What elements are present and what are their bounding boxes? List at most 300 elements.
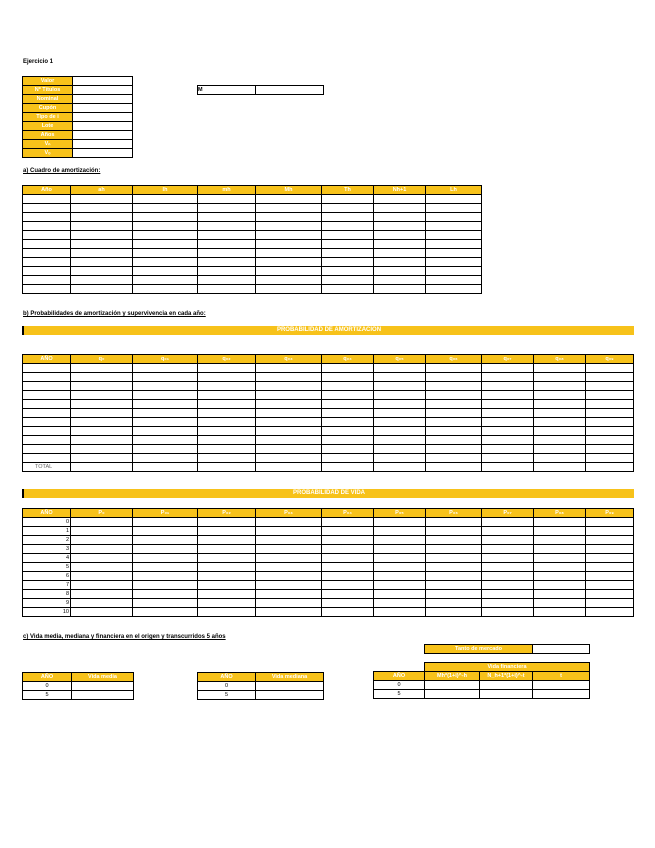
table-cell[interactable] xyxy=(425,690,480,699)
table-cell[interactable] xyxy=(374,427,426,436)
table-cell[interactable] xyxy=(426,409,482,418)
table-cell[interactable] xyxy=(71,608,133,617)
table-cell[interactable] xyxy=(374,382,426,391)
table-cell[interactable] xyxy=(71,240,133,249)
table-cell[interactable] xyxy=(586,545,634,554)
table-cell[interactable] xyxy=(586,409,634,418)
table-cell[interactable] xyxy=(198,581,256,590)
table-cell[interactable] xyxy=(534,418,586,427)
table-cell[interactable] xyxy=(426,554,482,563)
table-cell[interactable] xyxy=(586,527,634,536)
table-cell[interactable] xyxy=(198,554,256,563)
table-cell[interactable] xyxy=(71,213,133,222)
table-cell[interactable] xyxy=(198,240,256,249)
table-cell[interactable] xyxy=(482,563,534,572)
table-cell[interactable] xyxy=(534,382,586,391)
table-cell[interactable] xyxy=(322,258,374,267)
table-cell[interactable] xyxy=(133,204,198,213)
table-cell[interactable] xyxy=(322,409,374,418)
table-cell[interactable] xyxy=(133,249,198,258)
table-cell[interactable] xyxy=(322,249,374,258)
table-cell[interactable] xyxy=(133,285,198,294)
table-cell[interactable] xyxy=(482,545,534,554)
table-cell[interactable] xyxy=(23,364,71,373)
table-cell[interactable] xyxy=(71,391,133,400)
table-cell[interactable] xyxy=(71,599,133,608)
table-cell[interactable] xyxy=(374,249,426,258)
table-cell[interactable] xyxy=(586,463,634,472)
table-cell[interactable] xyxy=(23,409,71,418)
table-cell[interactable] xyxy=(480,690,533,699)
table-cell[interactable] xyxy=(198,400,256,409)
table-cell[interactable] xyxy=(198,527,256,536)
table-cell[interactable] xyxy=(322,267,374,276)
table-cell[interactable] xyxy=(322,581,374,590)
table-cell[interactable] xyxy=(256,436,322,445)
table-cell[interactable] xyxy=(71,364,133,373)
table-cell[interactable] xyxy=(374,581,426,590)
table-cell[interactable] xyxy=(374,599,426,608)
table-cell[interactable] xyxy=(534,590,586,599)
table-cell[interactable] xyxy=(133,400,198,409)
table-cell[interactable] xyxy=(534,400,586,409)
table-cell[interactable] xyxy=(133,231,198,240)
table-cell[interactable] xyxy=(133,409,198,418)
table-cell[interactable] xyxy=(133,454,198,463)
table-cell[interactable] xyxy=(482,418,534,427)
table-cell[interactable] xyxy=(534,554,586,563)
table-cell[interactable] xyxy=(256,518,322,527)
table-cell[interactable] xyxy=(322,545,374,554)
tanto-value-cell[interactable] xyxy=(533,645,590,654)
table-cell[interactable] xyxy=(426,204,482,213)
table-cell[interactable] xyxy=(586,536,634,545)
table-cell[interactable] xyxy=(374,231,426,240)
table-cell[interactable] xyxy=(322,590,374,599)
table-cell[interactable] xyxy=(322,391,374,400)
table-cell[interactable] xyxy=(71,267,133,276)
table-cell[interactable] xyxy=(374,554,426,563)
table-cell[interactable] xyxy=(23,267,71,276)
table-cell[interactable] xyxy=(374,527,426,536)
table-cell[interactable] xyxy=(374,373,426,382)
table-cell[interactable] xyxy=(71,373,133,382)
table-cell[interactable] xyxy=(71,563,133,572)
table-cell[interactable] xyxy=(256,249,322,258)
table-cell[interactable] xyxy=(133,563,198,572)
table-cell[interactable] xyxy=(256,391,322,400)
table-cell[interactable] xyxy=(71,436,133,445)
table-cell[interactable] xyxy=(256,691,324,700)
table-cell[interactable] xyxy=(426,231,482,240)
table-cell[interactable] xyxy=(71,581,133,590)
table-cell[interactable] xyxy=(322,527,374,536)
table-cell[interactable] xyxy=(256,204,322,213)
table-cell[interactable] xyxy=(198,213,256,222)
table-cell[interactable] xyxy=(374,436,426,445)
table-cell[interactable] xyxy=(426,240,482,249)
table-cell[interactable] xyxy=(133,391,198,400)
table-cell[interactable] xyxy=(586,563,634,572)
table-cell[interactable] xyxy=(71,276,133,285)
table-cell[interactable] xyxy=(322,454,374,463)
table-cell[interactable] xyxy=(322,195,374,204)
table-cell[interactable] xyxy=(374,195,426,204)
table-cell[interactable] xyxy=(198,427,256,436)
table-cell[interactable] xyxy=(374,418,426,427)
table-cell[interactable] xyxy=(322,418,374,427)
table-cell[interactable] xyxy=(374,463,426,472)
table-cell[interactable] xyxy=(133,213,198,222)
table-cell[interactable] xyxy=(256,276,322,285)
table-cell[interactable] xyxy=(322,213,374,222)
table-cell[interactable] xyxy=(71,445,133,454)
table-cell[interactable] xyxy=(256,427,322,436)
table-cell[interactable] xyxy=(23,204,71,213)
table-cell[interactable] xyxy=(322,231,374,240)
table-cell[interactable] xyxy=(256,581,322,590)
table-cell[interactable] xyxy=(198,536,256,545)
table-cell[interactable] xyxy=(198,364,256,373)
table-cell[interactable] xyxy=(133,222,198,231)
table-cell[interactable] xyxy=(256,418,322,427)
table-cell[interactable] xyxy=(256,240,322,249)
table-cell[interactable] xyxy=(426,249,482,258)
table-cell[interactable] xyxy=(133,258,198,267)
table-cell[interactable] xyxy=(426,364,482,373)
table-cell[interactable] xyxy=(133,536,198,545)
table-cell[interactable] xyxy=(71,400,133,409)
table-cell[interactable] xyxy=(71,463,133,472)
table-cell[interactable] xyxy=(426,518,482,527)
table-cell[interactable] xyxy=(133,445,198,454)
table-cell[interactable] xyxy=(534,536,586,545)
table-cell[interactable] xyxy=(426,536,482,545)
table-cell[interactable] xyxy=(426,258,482,267)
table-cell[interactable] xyxy=(256,563,322,572)
table-cell[interactable] xyxy=(374,563,426,572)
table-cell[interactable] xyxy=(71,382,133,391)
table-cell[interactable] xyxy=(482,572,534,581)
table-cell[interactable] xyxy=(534,463,586,472)
table-cell[interactable] xyxy=(133,581,198,590)
table-cell[interactable] xyxy=(322,427,374,436)
table-cell[interactable] xyxy=(23,427,71,436)
table-cell[interactable] xyxy=(374,222,426,231)
table-cell[interactable] xyxy=(482,409,534,418)
table-cell[interactable] xyxy=(482,436,534,445)
table-cell[interactable] xyxy=(133,572,198,581)
table-cell[interactable] xyxy=(374,285,426,294)
table-cell[interactable] xyxy=(23,222,71,231)
table-cell[interactable] xyxy=(133,590,198,599)
table-cell[interactable] xyxy=(133,554,198,563)
table-cell[interactable] xyxy=(71,554,133,563)
param-value-cell[interactable] xyxy=(73,95,133,104)
table-cell[interactable] xyxy=(586,373,634,382)
table-cell[interactable] xyxy=(23,213,71,222)
table-cell[interactable] xyxy=(23,276,71,285)
table-cell[interactable] xyxy=(133,382,198,391)
table-cell[interactable] xyxy=(71,427,133,436)
table-cell[interactable] xyxy=(256,545,322,554)
table-cell[interactable] xyxy=(198,599,256,608)
table-cell[interactable] xyxy=(482,554,534,563)
table-cell[interactable] xyxy=(198,436,256,445)
table-cell[interactable] xyxy=(256,400,322,409)
table-cell[interactable] xyxy=(23,258,71,267)
table-cell[interactable] xyxy=(426,373,482,382)
table-cell[interactable] xyxy=(133,195,198,204)
table-cell[interactable] xyxy=(482,518,534,527)
table-cell[interactable] xyxy=(23,231,71,240)
table-cell[interactable] xyxy=(322,382,374,391)
table-cell[interactable] xyxy=(426,581,482,590)
table-cell[interactable] xyxy=(586,364,634,373)
table-cell[interactable] xyxy=(426,590,482,599)
table-cell[interactable] xyxy=(374,364,426,373)
table-cell[interactable] xyxy=(71,545,133,554)
table-cell[interactable] xyxy=(71,590,133,599)
table-cell[interactable] xyxy=(322,518,374,527)
table-cell[interactable] xyxy=(374,445,426,454)
table-cell[interactable] xyxy=(198,258,256,267)
table-cell[interactable] xyxy=(322,222,374,231)
table-cell[interactable] xyxy=(256,382,322,391)
param-value-cell[interactable] xyxy=(73,104,133,113)
table-cell[interactable] xyxy=(133,373,198,382)
table-cell[interactable] xyxy=(322,599,374,608)
table-cell[interactable] xyxy=(426,463,482,472)
table-cell[interactable] xyxy=(71,527,133,536)
table-cell[interactable] xyxy=(374,608,426,617)
table-cell[interactable] xyxy=(586,599,634,608)
table-cell[interactable] xyxy=(426,436,482,445)
table-cell[interactable] xyxy=(256,554,322,563)
table-cell[interactable] xyxy=(374,258,426,267)
table-cell[interactable] xyxy=(533,690,590,699)
table-cell[interactable] xyxy=(71,231,133,240)
table-cell[interactable] xyxy=(482,536,534,545)
table-cell[interactable] xyxy=(322,373,374,382)
table-cell[interactable] xyxy=(586,427,634,436)
table-cell[interactable] xyxy=(256,527,322,536)
table-cell[interactable] xyxy=(322,463,374,472)
table-cell[interactable] xyxy=(586,590,634,599)
table-cell[interactable] xyxy=(374,518,426,527)
table-cell[interactable] xyxy=(426,454,482,463)
table-cell[interactable] xyxy=(198,518,256,527)
table-cell[interactable] xyxy=(71,285,133,294)
table-cell[interactable] xyxy=(256,608,322,617)
table-cell[interactable] xyxy=(23,445,71,454)
table-cell[interactable] xyxy=(374,572,426,581)
table-cell[interactable] xyxy=(256,572,322,581)
table-cell[interactable] xyxy=(256,463,322,472)
table-cell[interactable] xyxy=(133,518,198,527)
table-cell[interactable] xyxy=(480,681,533,690)
table-cell[interactable] xyxy=(23,391,71,400)
table-cell[interactable] xyxy=(198,373,256,382)
table-cell[interactable] xyxy=(586,581,634,590)
table-cell[interactable] xyxy=(482,373,534,382)
table-cell[interactable] xyxy=(482,364,534,373)
table-cell[interactable] xyxy=(71,409,133,418)
table-cell[interactable] xyxy=(586,391,634,400)
table-cell[interactable] xyxy=(534,518,586,527)
table-cell[interactable] xyxy=(534,409,586,418)
table-cell[interactable] xyxy=(133,427,198,436)
table-cell[interactable] xyxy=(198,382,256,391)
table-cell[interactable] xyxy=(198,590,256,599)
table-cell[interactable] xyxy=(322,400,374,409)
table-cell[interactable] xyxy=(482,463,534,472)
table-cell[interactable] xyxy=(426,572,482,581)
table-cell[interactable] xyxy=(198,608,256,617)
table-cell[interactable] xyxy=(198,445,256,454)
table-cell[interactable] xyxy=(534,572,586,581)
table-cell[interactable] xyxy=(133,418,198,427)
table-cell[interactable] xyxy=(374,240,426,249)
table-cell[interactable] xyxy=(426,527,482,536)
table-cell[interactable] xyxy=(72,691,134,700)
table-cell[interactable] xyxy=(198,222,256,231)
table-cell[interactable] xyxy=(482,427,534,436)
table-cell[interactable] xyxy=(71,258,133,267)
table-cell[interactable] xyxy=(198,231,256,240)
table-cell[interactable] xyxy=(426,222,482,231)
table-cell[interactable] xyxy=(256,195,322,204)
table-cell[interactable] xyxy=(71,249,133,258)
table-cell[interactable] xyxy=(256,258,322,267)
table-cell[interactable] xyxy=(322,285,374,294)
table-cell[interactable] xyxy=(534,436,586,445)
table-cell[interactable] xyxy=(534,391,586,400)
table-cell[interactable] xyxy=(534,445,586,454)
table-cell[interactable] xyxy=(133,463,198,472)
table-cell[interactable] xyxy=(256,409,322,418)
table-cell[interactable] xyxy=(482,382,534,391)
param-value-cell[interactable] xyxy=(73,140,133,149)
table-cell[interactable] xyxy=(374,536,426,545)
table-cell[interactable] xyxy=(256,536,322,545)
table-cell[interactable] xyxy=(534,373,586,382)
table-cell[interactable] xyxy=(426,391,482,400)
table-cell[interactable] xyxy=(256,222,322,231)
table-cell[interactable] xyxy=(586,572,634,581)
table-cell[interactable] xyxy=(198,276,256,285)
table-cell[interactable] xyxy=(322,445,374,454)
table-cell[interactable] xyxy=(23,249,71,258)
table-cell[interactable] xyxy=(586,418,634,427)
table-cell[interactable] xyxy=(322,563,374,572)
table-cell[interactable] xyxy=(374,545,426,554)
table-cell[interactable] xyxy=(23,373,71,382)
table-cell[interactable] xyxy=(534,427,586,436)
table-cell[interactable] xyxy=(198,195,256,204)
table-cell[interactable] xyxy=(374,213,426,222)
table-cell[interactable] xyxy=(374,454,426,463)
table-cell[interactable] xyxy=(133,364,198,373)
table-cell[interactable] xyxy=(198,204,256,213)
table-cell[interactable] xyxy=(133,599,198,608)
table-cell[interactable] xyxy=(426,213,482,222)
table-cell[interactable] xyxy=(256,590,322,599)
table-cell[interactable] xyxy=(426,563,482,572)
table-cell[interactable] xyxy=(534,545,586,554)
table-cell[interactable] xyxy=(23,454,71,463)
table-cell[interactable] xyxy=(322,240,374,249)
table-cell[interactable] xyxy=(534,581,586,590)
table-cell[interactable] xyxy=(426,545,482,554)
table-cell[interactable] xyxy=(482,400,534,409)
table-cell[interactable] xyxy=(71,222,133,231)
table-cell[interactable] xyxy=(256,364,322,373)
table-cell[interactable] xyxy=(586,518,634,527)
table-cell[interactable] xyxy=(322,436,374,445)
table-cell[interactable] xyxy=(534,527,586,536)
table-cell[interactable] xyxy=(72,682,134,691)
table-cell[interactable] xyxy=(322,276,374,285)
table-cell[interactable] xyxy=(426,400,482,409)
table-cell[interactable] xyxy=(133,267,198,276)
table-cell[interactable] xyxy=(534,608,586,617)
table-cell[interactable] xyxy=(586,382,634,391)
table-cell[interactable] xyxy=(426,445,482,454)
table-cell[interactable] xyxy=(23,285,71,294)
table-cell[interactable] xyxy=(71,536,133,545)
table-cell[interactable] xyxy=(534,599,586,608)
table-cell[interactable] xyxy=(198,545,256,554)
param-value-cell[interactable] xyxy=(73,86,133,95)
table-cell[interactable] xyxy=(534,454,586,463)
table-cell[interactable] xyxy=(198,563,256,572)
table-cell[interactable] xyxy=(374,590,426,599)
table-cell[interactable] xyxy=(256,213,322,222)
table-cell[interactable] xyxy=(426,276,482,285)
param-value-cell[interactable] xyxy=(73,122,133,131)
table-cell[interactable] xyxy=(198,418,256,427)
table-cell[interactable] xyxy=(374,400,426,409)
table-cell[interactable] xyxy=(322,554,374,563)
table-cell[interactable] xyxy=(198,391,256,400)
table-cell[interactable] xyxy=(256,682,324,691)
table-cell[interactable] xyxy=(482,608,534,617)
table-cell[interactable] xyxy=(374,267,426,276)
param-value-cell[interactable] xyxy=(73,131,133,140)
table-cell[interactable] xyxy=(426,427,482,436)
table-cell[interactable] xyxy=(198,463,256,472)
table-cell[interactable] xyxy=(256,267,322,276)
table-cell[interactable] xyxy=(482,445,534,454)
table-cell[interactable] xyxy=(133,545,198,554)
table-cell[interactable] xyxy=(586,554,634,563)
table-cell[interactable] xyxy=(133,240,198,249)
table-cell[interactable] xyxy=(23,418,71,427)
table-cell[interactable] xyxy=(426,285,482,294)
table-cell[interactable] xyxy=(533,681,590,690)
table-cell[interactable] xyxy=(482,581,534,590)
table-cell[interactable] xyxy=(426,382,482,391)
table-cell[interactable] xyxy=(133,436,198,445)
table-cell[interactable] xyxy=(426,608,482,617)
table-cell[interactable] xyxy=(425,681,480,690)
table-cell[interactable] xyxy=(133,276,198,285)
table-cell[interactable] xyxy=(586,445,634,454)
table-cell[interactable] xyxy=(322,536,374,545)
table-cell[interactable] xyxy=(198,249,256,258)
table-cell[interactable] xyxy=(71,204,133,213)
